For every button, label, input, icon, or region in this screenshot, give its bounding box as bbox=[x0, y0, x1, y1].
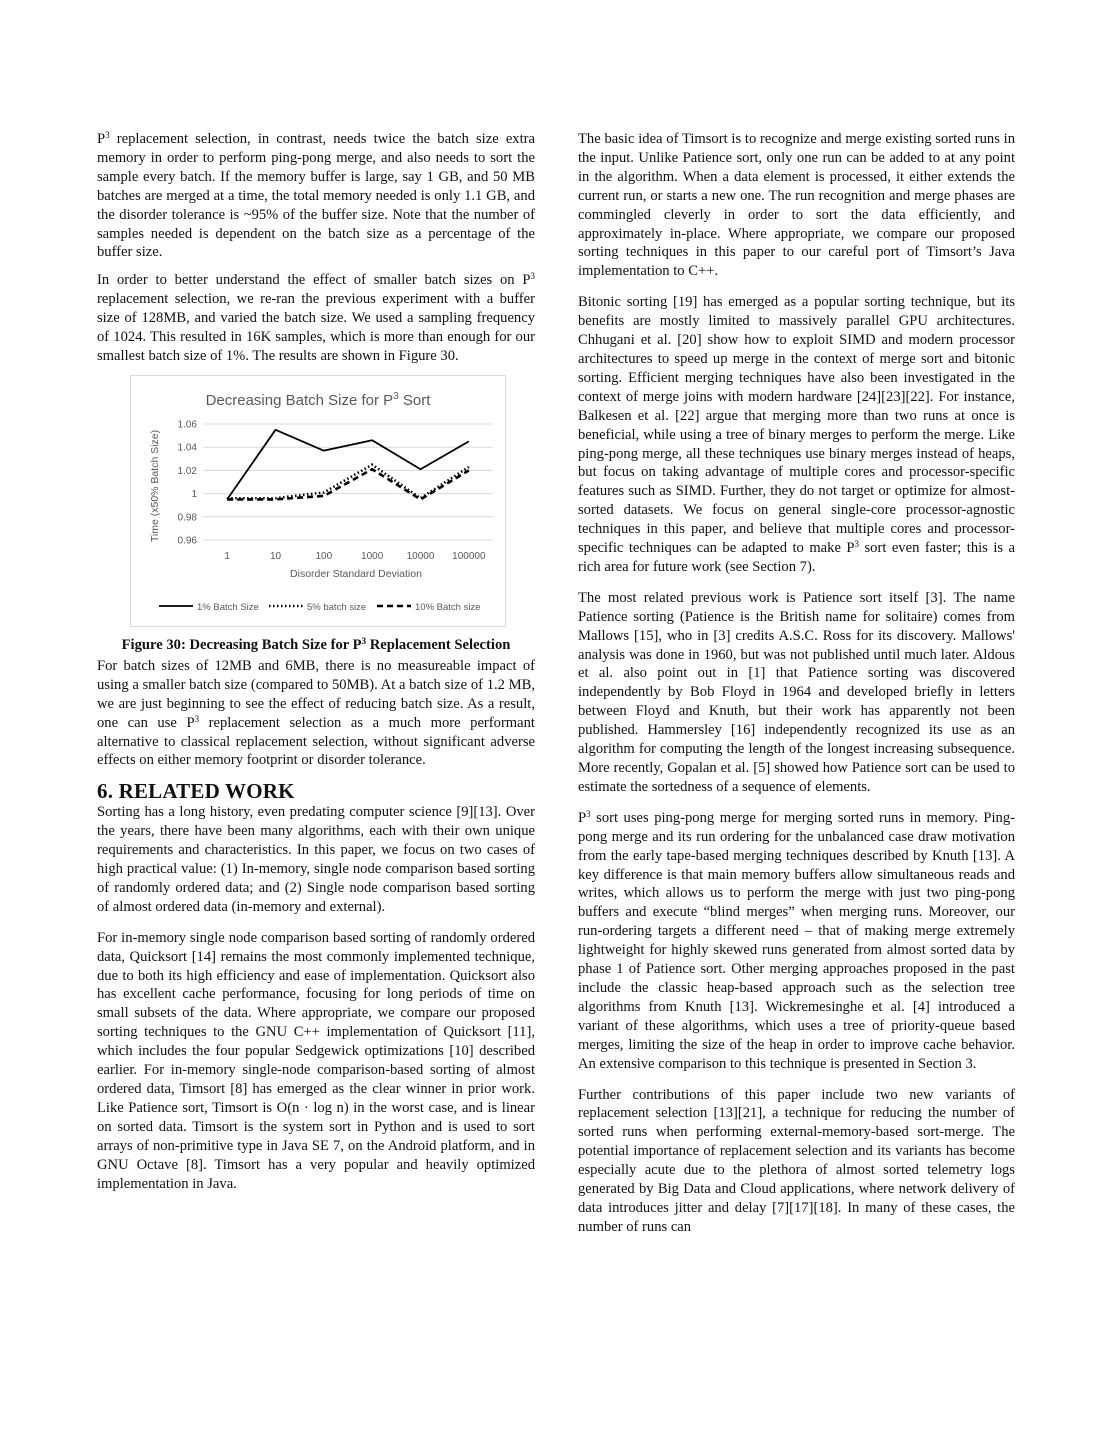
right-column bbox=[578, 130, 1015, 1246]
svg-text:5% batch size: 5% batch size bbox=[307, 601, 367, 613]
svg-text:1.04: 1.04 bbox=[177, 442, 197, 454]
svg-text:1: 1 bbox=[224, 550, 230, 562]
svg-text:0.96: 0.96 bbox=[177, 535, 197, 547]
svg-text:10000: 10000 bbox=[406, 550, 435, 562]
chart-title: Decreasing Batch Size for $P^3$ Sort bbox=[205, 390, 431, 409]
y-axis-ticks bbox=[178, 419, 198, 546]
svg-text:1% Batch Size: 1% Batch Size bbox=[197, 601, 259, 613]
paragraph: The most related previous work is Patience sort itself [3]. The name Patience sorting (Patience is the British name for solitaire) comes from Mallows [15], who in [3] credits A.S.C. Ross for its discovery. Mallows' analysis was done in 1960, but was not published until much later. Aldous et al. also point out in [1] that Patience sorting was discovered independently by Bob Floyd in 1964 and developed briefly in letters between Floyd and Knuth, but their work has apparently not been published. Hammersley [16] independently recognized its use as an algorithm for computing the length of the longest increasing subsequence. More recently, Gopalan et al. [5] showed how Patience sort can be used to estimate the sortedness of a sequence of elements. bbox=[578, 589, 1015, 795]
svg-text:1: 1 bbox=[191, 488, 197, 500]
y-axis-label: Time (x50% Batch Size) bbox=[149, 429, 161, 542]
paragraph: $P^3$ sort uses ping-pong merge for merging sorted runs in memory. Ping-pong merge and its run ordering for the unbalanced case draw motivation from the early tape-based merging techniques described by Knuth [13]. A key difference is that main memory buffers allow simultaneous reads and writes, which allows us to perform the merge with just two ping-pong buffers and execute “blind merges” when merging runs. Moreover, our run-ordering targets a different need – that of making merge extremely lightweight for highly skewed runs generated from almost sorted data by phase 1 of Patience sort. Other merging approaches proposed in the past include the classic heap-based approach such as the selection tree algorithms from Knuth [13]. Wickremesinghe et al. [4] introduced a variant of these algorithms, which uses a tree of priority-queue based merges, limiting the size of the heap in order to improve cache behavior. An extensive comparison to this technique is presented in Section 3. bbox=[578, 808, 1015, 1072]
section-heading: 6. RELATED WORK bbox=[97, 779, 295, 804]
svg-text:0.98: 0.98 bbox=[177, 512, 197, 524]
paragraph: Bitonic sorting [19] has emerged as a popular sorting technique, but its benefits are mostly limited to massively parallel GPU architectures. Chhugani et al. [20] show how to exploit SIMD and modern processor architectures to speed up merge in the context of merge sort and bitonic sorting. Efficient merging techniques have also been investigated in the context of merge joins with modern hardware [24][23][22]. For instance, Balkesen et al. [22] argue that merging more than two runs at once is beneficial, while using a tree of binary merges to perform the merge. Like ping-pong merge, all these techniques use binary merges instead of heaps, but focus on taking advantage of multiple cores and processor-specific features such as SIMD. Further, they do not target or optimize for almost-sorted datasets. We focus on general single-core processor-agnostic techniques in this paper, and believe that multiple cores and processor-specific techniques can be adapted to make $P^3$ sort even faster; this is a rich area for future work (see Section 7). bbox=[578, 294, 1015, 575]
figure-30-chart bbox=[130, 375, 506, 627]
paragraph: Further contributions of this paper include two new variants of replacement selection [13][21], a technique for reducing the number of sorted runs when performing external-memory-based sort-merge. The potential importance of replacement selection and its variants has become especially acute due to the plethora of almost sorted telemetry logs generated by Big Data and Cloud applications, where network delivery of data introduces jitter and delay [7][17][18]. In many of these cases, the number of runs can bbox=[578, 1086, 1015, 1235]
line-chart bbox=[131, 376, 505, 626]
paragraph: For in-memory single node comparison based sorting of randomly ordered data, Quicksort [14] remains the most commonly implemented technique, due to both its high efficiency and ease of implementation. Quicksort also has excellent cache performance, focusing for long periods of time on small subsets of the data. Where appropriate, we compare our proposed sorting techniques to the GNU C++ implementation of Quicksort [11], which includes the four popular Sedgewick optimizations [10] described earlier. For in-memory single-node comparison-based sorting of almost ordered data, Timsort [8] has emerged as the clear winner in prior work. Like Patience sort, Timsort is O(n · log n) in the worst case, and is linear on sorted data. Timsort is the system sort in Python and is used to sort arrays of non-primitive type in Java SE 7, on the Android platform, and in GNU Octave [8]. Timsort has a very popular and heavily optimized implementation in Java. bbox=[97, 929, 535, 1192]
paragraph: $P^3$ replacement selection, in contrast, needs twice the batch size extra memory in order to perform ping-pong merge, and also needs to sort the sample every batch. If the memory buffer is large, say 1 GB, and 50 MB batches are merged at a time, the total memory needed is only 1.1 GB, and the disorder tolerance is ~95% of the buffer size. Note that the number of samples needed is dependent on the batch size as a percentage of the buffer size. bbox=[97, 130, 535, 261]
x-axis-ticks bbox=[224, 551, 486, 562]
svg-text:100000: 100000 bbox=[452, 550, 486, 562]
legend bbox=[159, 602, 480, 613]
left-column bbox=[97, 130, 535, 1202]
svg-text:1.06: 1.06 bbox=[177, 419, 197, 431]
paragraph: For batch sizes of 12MB and 6MB, there is no measureable impact of using a smaller batch size (compared to 50MB). At a batch size of 1.2 MB, we are just beginning to see the effect of reducing batch size. As a result, one can use $P^3$ replacement selection as a much more performant alternative to classical replacement selection, without significant adverse effects on either memory footprint or disorder tolerance. bbox=[97, 657, 535, 769]
svg-text:1000: 1000 bbox=[361, 550, 384, 562]
paragraph: Sorting has a long history, even predating computer science [9][13]. Over the years, there have been many algorithms, each with their own unique requirements and characteristics. In this paper, we focus on two cases of high practical value: (1) In-memory, single node comparison based sorting of randomly ordered data; and (2) Single node comparison based sorting of almost ordered data (in-memory and external). bbox=[97, 804, 535, 915]
series-lines bbox=[227, 430, 469, 500]
figure-caption: Figure 30: Decreasing Batch Size for $P^3$ Replacement Selection bbox=[121, 635, 511, 653]
svg-text:100: 100 bbox=[315, 550, 333, 562]
svg-text:10% Batch size: 10% Batch size bbox=[415, 601, 481, 613]
svg-text:1.02: 1.02 bbox=[177, 465, 197, 477]
paragraph: In order to better understand the effect of smaller batch sizes on $P^3$ replacement selection, we re-ran the previous experiment with a buffer size of 128MB, and varied the batch size. We used a sampling frequency of 1024. This resulted in 16K samples, which is more than enough for our smallest batch size of 1%. The results are shown in Figure 30. bbox=[97, 271, 535, 364]
svg-text:10: 10 bbox=[269, 550, 282, 562]
paragraph: The basic idea of Timsort is to recognize and merge existing sorted runs in the input. Unlike Patience sort, only one run can be added to at any point in the algorithm. When a data element is processed, it either extends the current run, or starts a new one. The run recognition and merge phases are commingled cleverly in order to sort the data efficiently, and approximately in-place. Where appropriate, we compare our proposed sorting techniques in this paper to our careful port of Timsort’s Java implementation to C++. bbox=[578, 131, 1015, 280]
x-axis-label: Disorder Standard Deviation bbox=[290, 567, 422, 580]
